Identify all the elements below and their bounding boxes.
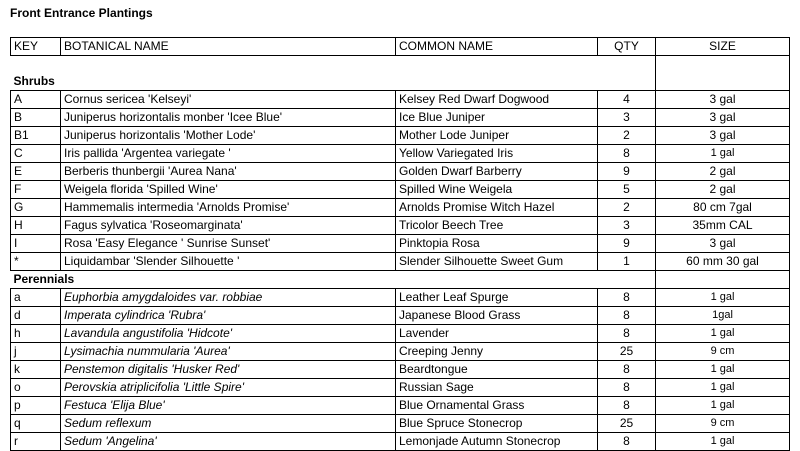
- cell-common-name: Russian Sage: [396, 379, 598, 397]
- cell-key: A: [11, 91, 61, 109]
- cell-botanical-name: Cornus sericea 'Kelseyi': [61, 91, 396, 109]
- cell-botanical-name: Hammemalis intermedia 'Arnolds Promise': [61, 199, 396, 217]
- cell-key: F: [11, 181, 61, 199]
- cell-common-name: Arnolds Promise Witch Hazel: [396, 199, 598, 217]
- cell-key: I: [11, 235, 61, 253]
- header-common-name: COMMON NAME: [396, 38, 598, 56]
- table-row: [11, 127, 790, 145]
- cell-key: q: [11, 415, 61, 433]
- table-row: [11, 379, 790, 397]
- header-size: SIZE: [656, 38, 790, 56]
- cell-key: B: [11, 109, 61, 127]
- cell-botanical-name: Lavandula angustifolia 'Hidcote': [61, 325, 396, 343]
- cell-size: 1 gal: [656, 361, 790, 379]
- cell-size: 1 gal: [656, 379, 790, 397]
- cell-key: *: [11, 253, 61, 271]
- cell-botanical-name: Iris pallida 'Argentea variegate ': [61, 145, 396, 163]
- cell-qty: 9: [598, 163, 656, 181]
- table-row: [11, 181, 790, 199]
- cell-size: 2 gal: [656, 163, 790, 181]
- cell-size: 60 mm 30 gal: [656, 253, 790, 271]
- cell-qty: 2: [598, 127, 656, 145]
- cell-key: k: [11, 361, 61, 379]
- cell-qty: 8: [598, 361, 656, 379]
- cell-key: B1: [11, 127, 61, 145]
- table-header-row: [11, 38, 790, 56]
- spacer-row: [11, 56, 790, 74]
- cell-qty: 8: [598, 289, 656, 307]
- cell-key: r: [11, 433, 61, 451]
- cell-botanical-name: Sedum reflexum: [61, 415, 396, 433]
- cell-botanical-name: Juniperus horizontalis 'Mother Lode': [61, 127, 396, 145]
- header-qty: QTY: [598, 38, 656, 56]
- cell-size: 35mm CAL: [656, 217, 790, 235]
- cell-common-name: Mother Lode Juniper: [396, 127, 598, 145]
- cell-size: 3 gal: [656, 91, 790, 109]
- section-header-row: [11, 73, 790, 91]
- cell-key: d: [11, 307, 61, 325]
- cell-size: 1gal: [656, 307, 790, 325]
- cell-size: 2 gal: [656, 181, 790, 199]
- table-row: [11, 253, 790, 271]
- table-row: [11, 415, 790, 433]
- table-row: [11, 91, 790, 109]
- cell-common-name: Pinktopia Rosa: [396, 235, 598, 253]
- cell-botanical-name: Juniperus horizontalis monber 'Icee Blue': [61, 109, 396, 127]
- table-row: [11, 433, 790, 451]
- table-row: [11, 199, 790, 217]
- cell-size: 3 gal: [656, 109, 790, 127]
- cell-qty: 25: [598, 343, 656, 361]
- table-row: [11, 235, 790, 253]
- cell-common-name: Blue Spruce Stonecrop: [396, 415, 598, 433]
- cell-size: 80 cm 7gal: [656, 199, 790, 217]
- cell-botanical-name: Festuca 'Elija Blue': [61, 397, 396, 415]
- cell-qty: 8: [598, 379, 656, 397]
- cell-common-name: Tricolor Beech Tree: [396, 217, 598, 235]
- cell-qty: 2: [598, 199, 656, 217]
- cell-qty: 8: [598, 397, 656, 415]
- cell-qty: 5: [598, 181, 656, 199]
- table-row: [11, 109, 790, 127]
- cell-key: G: [11, 199, 61, 217]
- cell-qty: 1: [598, 253, 656, 271]
- cell-qty: 8: [598, 433, 656, 451]
- cell-botanical-name: Rosa 'Easy Elegance ' Sunrise Sunset': [61, 235, 396, 253]
- section-title: Shrubs: [13, 74, 55, 88]
- table-row: [11, 325, 790, 343]
- cell-key: H: [11, 217, 61, 235]
- table-row: [11, 361, 790, 379]
- cell-key: h: [11, 325, 61, 343]
- cell-key: j: [11, 343, 61, 361]
- table-row: [11, 397, 790, 415]
- cell-key: p: [11, 397, 61, 415]
- cell-qty: 8: [598, 307, 656, 325]
- cell-key: E: [11, 163, 61, 181]
- cell-key: a: [11, 289, 61, 307]
- cell-qty: 8: [598, 145, 656, 163]
- cell-botanical-name: Berberis thunbergii 'Aurea Nana': [61, 163, 396, 181]
- cell-common-name: Beardtongue: [396, 361, 598, 379]
- cell-size: 1 gal: [656, 145, 790, 163]
- cell-qty: 3: [598, 217, 656, 235]
- cell-botanical-name: Lysimachia nummularia 'Aurea': [61, 343, 396, 361]
- cell-size: 1 gal: [656, 433, 790, 451]
- table-row: [11, 163, 790, 181]
- cell-common-name: Kelsey Red Dwarf Dogwood: [396, 91, 598, 109]
- cell-common-name: Spilled Wine Weigela: [396, 181, 598, 199]
- cell-size: 3 gal: [656, 235, 790, 253]
- cell-key: o: [11, 379, 61, 397]
- cell-qty: 4: [598, 91, 656, 109]
- table-row: [11, 307, 790, 325]
- section-title: Perennials: [13, 272, 75, 286]
- cell-size: 1 gal: [656, 289, 790, 307]
- cell-botanical-name: Liquidambar 'Slender Silhouette ': [61, 253, 396, 271]
- cell-common-name: Japanese Blood Grass: [396, 307, 598, 325]
- cell-botanical-name: Euphorbia amygdaloides var. robbiae: [61, 289, 396, 307]
- table-row: [11, 343, 790, 361]
- cell-size: 9 cm: [656, 415, 790, 433]
- table-row: [11, 217, 790, 235]
- table-row: [11, 145, 790, 163]
- cell-common-name: Creeping Jenny: [396, 343, 598, 361]
- cell-botanical-name: Penstemon digitalis 'Husker Red': [61, 361, 396, 379]
- cell-common-name: Golden Dwarf Barberry: [396, 163, 598, 181]
- page-title: Front Entrance Plantings: [10, 6, 153, 20]
- cell-common-name: Lavender: [396, 325, 598, 343]
- header-botanical-name: BOTANICAL NAME: [61, 38, 396, 56]
- cell-common-name: Ice Blue Juniper: [396, 109, 598, 127]
- cell-size: 9 cm: [656, 343, 790, 361]
- cell-botanical-name: Imperata cylindrica 'Rubra': [61, 307, 396, 325]
- cell-common-name: Leather Leaf Spurge: [396, 289, 598, 307]
- cell-size: 3 gal: [656, 127, 790, 145]
- cell-qty: 8: [598, 325, 656, 343]
- plantings-table: [10, 37, 790, 451]
- cell-botanical-name: Perovskia atriplicifolia 'Little Spire': [61, 379, 396, 397]
- table-row: [11, 289, 790, 307]
- header-key: KEY: [11, 38, 61, 56]
- cell-botanical-name: Weigela florida 'Spilled Wine': [61, 181, 396, 199]
- cell-qty: 9: [598, 235, 656, 253]
- cell-botanical-name: Sedum 'Angelina': [61, 433, 396, 451]
- cell-common-name: Yellow Variegated Iris: [396, 145, 598, 163]
- section-header-row: [11, 271, 790, 289]
- cell-qty: 3: [598, 109, 656, 127]
- cell-botanical-name: Fagus sylvatica 'Roseomarginata': [61, 217, 396, 235]
- cell-common-name: Lemonjade Autumn Stonecrop: [396, 433, 598, 451]
- cell-common-name: Slender Silhouette Sweet Gum: [396, 253, 598, 271]
- cell-key: C: [11, 145, 61, 163]
- cell-qty: 25: [598, 415, 656, 433]
- cell-size: 1 gal: [656, 397, 790, 415]
- cell-common-name: Blue Ornamental Grass: [396, 397, 598, 415]
- cell-size: 1 gal: [656, 325, 790, 343]
